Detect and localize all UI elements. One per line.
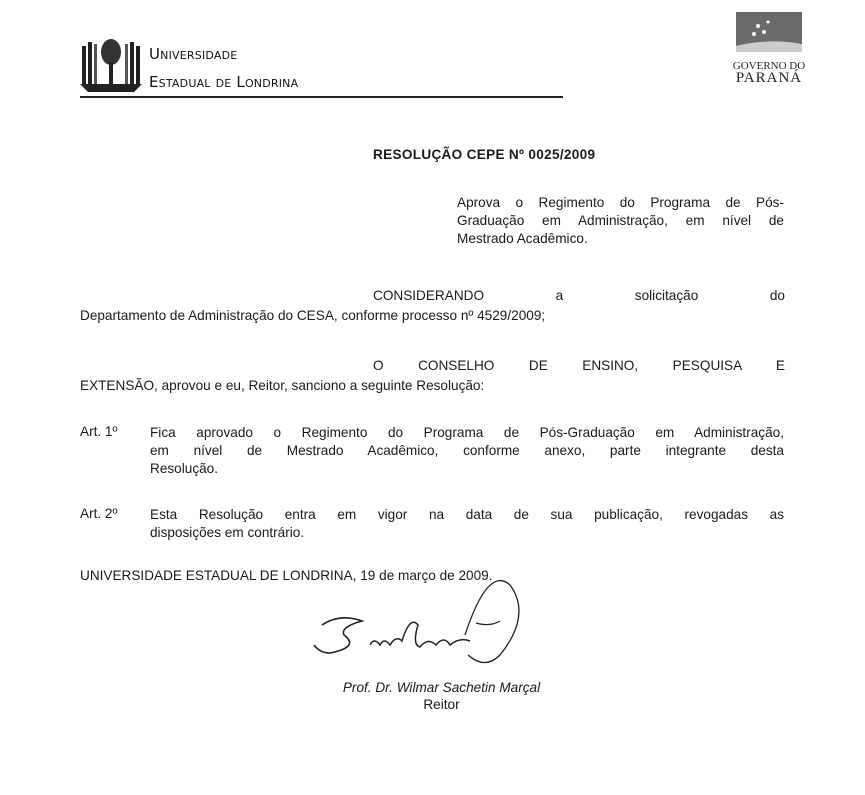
considerando-line2: Departamento de Administração do CESA, conforme processo nº 4529/2009; (80, 308, 546, 323)
gov-line1: GOVERNO DO (732, 60, 806, 72)
signatory-role: Reitor (423, 697, 460, 712)
parana-flag-icon (736, 12, 802, 58)
conselho-line2: EXTENSÃO, aprovou e eu, Reitor, sanciono a seguinte Resolução: (80, 378, 485, 393)
university-name-line1: Universidade (149, 45, 238, 63)
article-line: em nível de Mestrado Acadêmico, conforme anexo, parte integrante desta (150, 443, 784, 458)
signature-icon (300, 575, 560, 675)
summary-line: Graduação em Administração, em nível de (457, 213, 784, 228)
conselho-line1: O CONSELHO DE ENSINO, PESQUISA E (373, 358, 785, 373)
university-name-line2: Estadual de Londrina (149, 73, 299, 91)
resolution-title: RESOLUÇÃO CEPE Nº 0025/2009 (373, 147, 596, 162)
closing-place-date: UNIVERSIDADE ESTADUAL DE LONDRINA, 19 de março de 2009. (80, 568, 493, 583)
summary (457, 194, 784, 248)
article-2-label: Art. 2º (80, 506, 118, 521)
article-line: Resolução. (150, 461, 219, 476)
article-line: disposições em contrário. (150, 525, 305, 540)
gov-line2: PARANÁ (735, 70, 803, 86)
article-line: Fica aprovado o Regimento do Programa de Pós-Graduação em Administração, (150, 425, 784, 440)
article-1-label: Art. 1º (80, 424, 118, 439)
article-line: Esta Resolução entra em vigor na data de sua publicação, revogadas as (150, 507, 784, 522)
signatory-name: Prof. Dr. Wilmar Sachetin Marçal (342, 680, 541, 695)
header-rule (80, 96, 563, 98)
uel-logo-icon (80, 38, 146, 96)
article-2-text (150, 506, 784, 542)
considerando-line1: CONSIDERANDO a solicitação do (373, 288, 785, 303)
summary-line: Mestrado Acadêmico. (457, 231, 588, 246)
summary-line: Aprova o Regimento do Programa de Pós- (457, 195, 784, 210)
article-1-text (150, 424, 784, 478)
